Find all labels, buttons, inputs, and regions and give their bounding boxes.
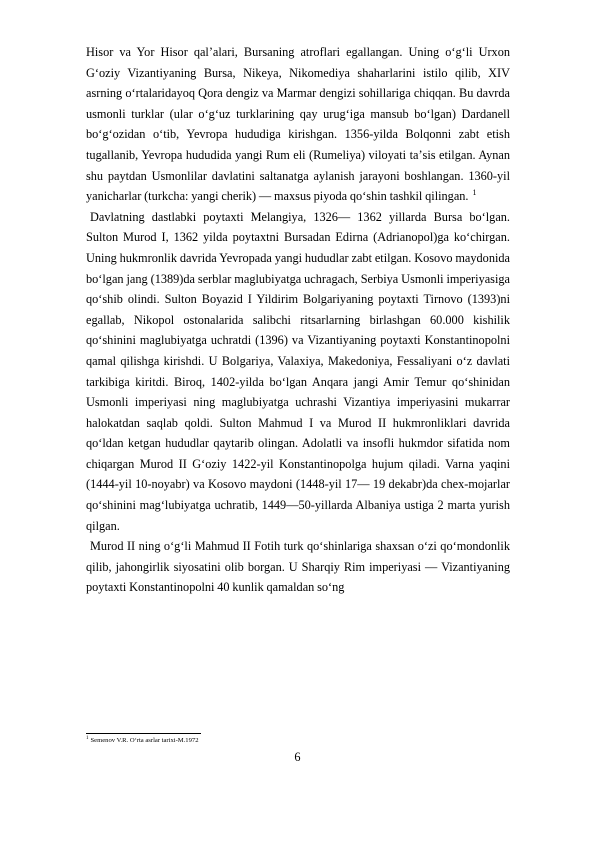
paragraph-1 — [86, 42, 510, 207]
body-text — [86, 42, 510, 598]
footnote-separator — [86, 733, 201, 734]
footnote — [86, 736, 510, 745]
paragraph-3: Murod II ning oʻgʻli Mahmud II Fotih turk qoʻshinlariga shaxsan oʻzi qoʻmondonlik qilib, jahongirlik siyosatini olib borgan. U Sharqiy Rim imperiyasi — Vizantiyaning poytaxti Konstantinopolni 40 kunlik qamaldan soʻng — [86, 539, 510, 595]
footnote-text: Semenov V.R. Oʻrta asrlar tarixi-M.1972 — [90, 737, 199, 744]
paragraph-1-text: Hisor va Yor Hisor qalʼalari, Bursaning atroflari egallangan. Uning oʻgʻli Urxon Gʻoziy Vizantiyaning Bursa, Nikeya, Nikomediya shaharlarini istilo qilib, XIV asrning oʻrtalaridayoq Qora dengiz va Marmar dengizi sohillariga chiqqan. Bu davrda usmonli turklar (ular oʻgʻuz turklarining qay urugʻiga mansub boʻlgan) Dardanell boʻgʻozidan oʻtib, Yevropa hududiga kirishgan. 1356-yilda Bolqonni zabt etish tugallanib, Yevropa hududida yangi Rum eli (Rumeliya) viloyati taʼsis etilgan. Aynan shu paytdan Usmonlilar davlatini saltanatga aylanish jarayoni boshlangan. 1360-yil yanicharlar (turkcha: yangi cherik) — maxsus piyoda qoʻshin tashkil qilingan. — [86, 45, 510, 204]
footnote-marker: 1 — [86, 735, 89, 741]
page-number: 6 — [294, 750, 301, 764]
footnote-reference: 1 — [472, 188, 477, 198]
paragraph-2: Davlatning dastlabki poytaxti Melangiya, 1326— 1362 yillarda Bursa boʻlgan. Sulton Murod I, 1362 yilda poytaxtni Bursadan Edirna (Adrianopol)ga koʻchirgan. Uning hukmronlik davrida Yevropada yangi hududlar zabt etilgan. Kosovo maydonida boʻlgan jang (1389)da serblar maglubiyatga uchragach, Serbiya Usmonli imperiyasiga qoʻshib olindi. Sulton Boyazid I Yildirim Bolgariyaning poytaxti Tirnovo (1393)ni egallab, Nikopol ostonalarida salibchi ritsarlarning birlashgan 60.000 kishilik qoʻshinini maglubiyatga uchratdi (1396) va Vizantiyaning poytaxti Konstantinopolni qamal qilishga kirishdi. U Bolgariya, Valaxiya, Makedoniya, Fessaliyani oʻz davlati tarkibiga kiritdi. Biroq, 1402-yilda boʻlgan Anqara jangi Amir Temur qoʻshinidan Usmonli imperiyasi ning maglubiyatga uchrashi Vizantiya imperiyasini mukarrar halokatdan saqlab qoldi. Sulton Mahmud I va Murod II hukmronliklari davrida qoʻldan ketgan hududlar qaytarib olingan. Adolatli va insofli hukmdor sifatida nom chiqargan Murod II Gʻoziy 1422-yil Konstantinopolga hujum qiladi. Varna yaqini (1444-yil 10-noyabr) va Kosovo maydoni (1448-yil 17— 19 dekabr)da chex-mojarlar qoʻshinini magʻlubiyatga uchratib, 1449—50-yillarda Albaniya ustiga 2 marta yurish qilgan. — [86, 209, 510, 533]
